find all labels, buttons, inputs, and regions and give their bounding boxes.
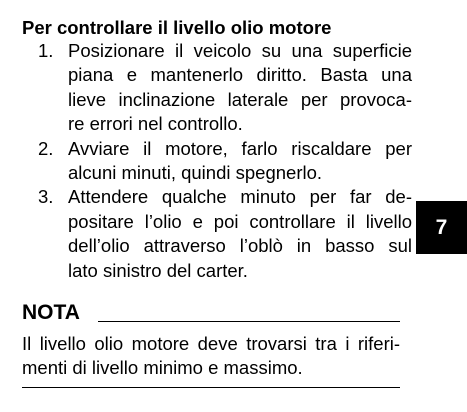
step-text-line: lato sinistro del carter. xyxy=(68,259,248,281)
note-text-line: Il livello olio motore deve trovarsi tra i riferi- xyxy=(22,333,400,354)
note-body xyxy=(22,332,400,381)
step-text-line: Avviare il motore, farlo riscaldare per xyxy=(68,137,412,159)
step-text-line: Posizionare il veicolo su una superficie xyxy=(68,40,412,61)
note-header xyxy=(22,300,400,326)
step-text-line: piana e mantenerlo diritto. Basta una xyxy=(68,64,412,86)
note-title-rule xyxy=(98,321,400,322)
section-heading: Per controllare il livello olio motore xyxy=(22,17,332,38)
step-text-line: alcuni minuti, quindi spegnerlo. xyxy=(68,162,323,184)
note-bottom-rule xyxy=(22,387,400,388)
step-text-line: positare l’olio e poi controllare il livello xyxy=(68,210,412,232)
step-text-line: Attendere qualche minuto per far de- xyxy=(68,186,412,208)
step-text-line: lieve inclinazione laterale per provoca- xyxy=(68,88,412,110)
chapter-number: 7 xyxy=(435,215,448,239)
note-text-line: menti di livello minimo e massimo. xyxy=(22,357,303,379)
step-text-line: dell’olio attraverso l’oblò in basso sul xyxy=(68,235,412,257)
procedure-step xyxy=(20,137,412,186)
note-title: NOTA xyxy=(22,301,80,324)
step-text-line: re errori nel controllo. xyxy=(68,113,243,135)
procedure-step xyxy=(20,185,412,283)
step-number: 1. xyxy=(38,40,54,61)
procedure-steps xyxy=(20,39,412,283)
step-number: 3. xyxy=(38,186,54,208)
step-number: 2. xyxy=(38,137,54,159)
chapter-tab xyxy=(416,201,467,254)
procedure-step xyxy=(20,39,412,137)
